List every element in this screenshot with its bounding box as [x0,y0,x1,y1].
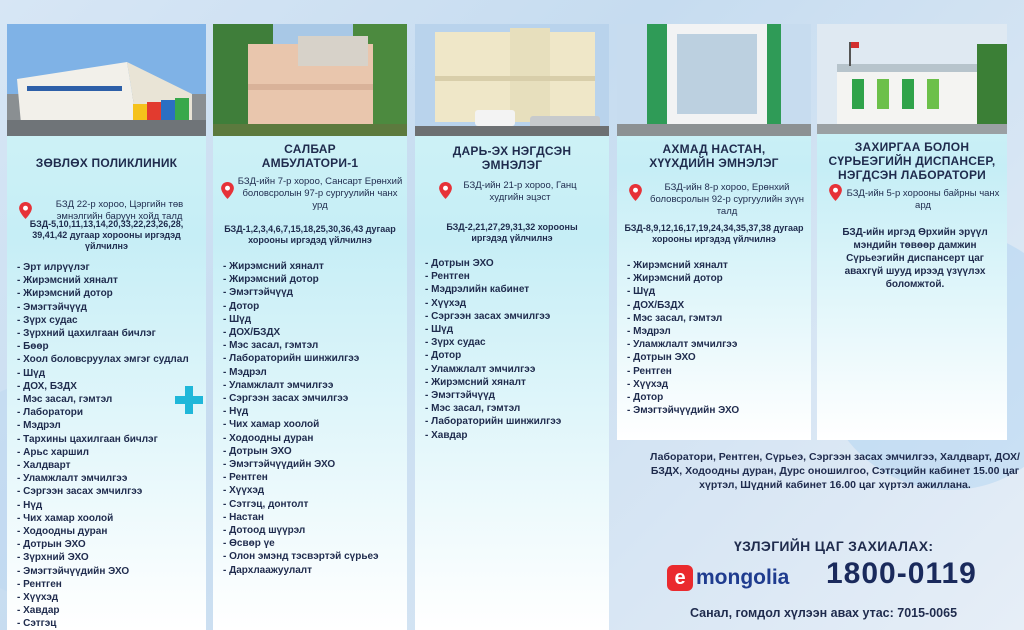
building-photo [7,24,206,136]
service-item: - Рентген [627,365,672,377]
plus-icon [175,386,203,414]
column-zovlokh-polyclinic [7,24,206,630]
service-zones: БЗД-5,10,11,13,14,20,33,22,23,26,28, 39,41,42 дугаар хорооны иргэдэд үйлчилнэ [29,219,184,251]
service-item: - Хүүхэд [627,378,669,390]
service-item: - Хүүхэд [425,297,467,309]
service-item: - Шүд [17,367,46,379]
service-item: - Дотор [223,300,260,312]
location-pin-icon [629,184,642,201]
service-item: - Жирэмсний дотор [17,288,113,300]
clinic-title: ЗАХИРГАА БОЛОН СҮРЬЕЭГИЙН ДИСПАНСЕР, НЭГДСЭН ЛАБОРАТОРИ [828,140,996,182]
service-item: - Лабораторийн шинжилгээ [223,353,360,365]
service-item: - ДОХ/БЗДХ [223,327,281,339]
service-item: - Чих хамар хоолой [17,512,114,524]
service-zones: БЗД-8,9,12,16,17,19,24,34,35,37,38 дугаар хорооны иргэдэд үйлчилнэ [624,223,804,244]
location-pin-icon [829,184,842,201]
service-item: - Эмэгтэйчүүдийн ЭХО [627,405,740,417]
service-item: - Жирэмсний хяналт [627,260,728,271]
service-list [425,257,605,442]
service-zones: БЗД-1,2,3,4,6,7,15,18,25,30,36,43 дугаар хорооны иргэдэд үйлчилнэ [224,224,396,245]
service-item: - ДОХ/БЗДХ [627,299,685,311]
service-item: - Хүүхэд [223,485,265,497]
service-item: - Арьс харшил [17,446,89,458]
complaint-phone: Санал, гомдол хүлээн авах утас: 7015-0065 [690,606,958,620]
clinic-title: АХМАД НАСТАН, ХҮҮХДИЙН ЭМНЭЛЭГ [649,142,779,170]
service-item: - Халдварт [17,460,71,472]
service-item: - Уламжлалт эмчилгээ [627,339,738,351]
emongolia-e-badge: e [667,565,693,591]
service-item: - Уламжлалт эмчилгээ [425,363,536,375]
service-item: - Хавдар [17,605,60,617]
service-item: - Зүрхний цахилгаан бичлэг [17,328,156,340]
service-item: - Өсвөр үе [223,538,275,550]
service-item: - Жирэмсний хяналт [17,275,118,287]
service-item: - Зүрх судас [17,314,78,326]
service-item: - Шүд [627,286,656,298]
service-item: - Эмэгтэйчүүд [17,301,88,313]
emongolia-logo [667,562,789,594]
column-ambulatory-1 [213,24,407,630]
service-item: - Шүд [223,313,252,325]
clinic-title: ДАРЬ-ЭХ НЭГДСЭН ЭМНЭЛЭГ [452,144,572,172]
service-item: - Мэс засал, гэмтэл [627,312,723,324]
clinic-title: ЗӨВЛӨХ ПОЛИКЛИНИК [35,156,178,170]
service-item: - ДОХ, БЗДХ [17,380,77,392]
service-item: - Нүд [17,499,43,511]
service-item: - Зүрх судас [425,337,486,349]
service-zones: БЗД-2,21,27,29,31,32 хорооны иргэдэд үйлчилнэ [446,222,578,243]
clinic-title: САЛБАР АМБУЛАТОРИ-1 [261,142,359,170]
service-item: - Эмэгтэйчүүд [223,287,294,299]
service-item: - Дотрын ЭХО [223,445,292,457]
service-item: - Уламжлалт эмчилгээ [17,473,128,485]
service-item: - Хавдар [425,429,468,441]
service-item: - Сэргээн засах эмчилгээ [17,486,143,498]
service-item: - Мэс засал, гэмтэл [17,394,113,406]
clinic-address: БЗД-ийн 8-р хороо, Ерөнхий боловсролын 92-р сургуулийн зүүн талд [650,182,804,217]
service-item: - Дархлаажуулалт [223,564,313,576]
column-dari-ekh-hospital [415,24,609,630]
emongolia-wordmark: mongolia [696,566,790,589]
location-pin-icon [221,182,234,199]
column-elderly-children-hospital [617,24,811,440]
building-photo [617,24,811,136]
service-item: - Лабораторийн шинжилгээ [425,416,562,428]
service-item: - Зүрхний ЭХО [17,552,89,564]
service-list [17,261,202,630]
service-item: - Олон эмэнд тэсвэртэй сүрьеэ [223,551,379,563]
hotline-number: 1800-0119 [826,557,977,590]
working-hours-info: Лаборатори, Рентген, Сүрьеэ, Сэргээн засах эмчилгээ, Халдварт, ДОХ/БЗДХ, Ходоодны дуран, Дурс оношилгоо, Сэтгэцийн кабинет 15.00 цаг хүртэл, Шүдний кабинет 16.00 цаг хүртэл ажиллана. [650,451,1020,491]
clinic-address: БЗД-ийн 7-р хороо, Сансарт Ерөнхий боловсролын 97-р сургуулийн чанх урд [237,176,403,211]
booking-title: ҮЗЛЭГИЙН ЦАГ ЗАХИАЛАХ: [734,538,934,554]
service-item: - Жирэмсний хяналт [223,261,324,272]
service-item: - Тархины цахилгаан бичлэг [17,433,158,445]
column-tb-dispensary [817,24,1007,440]
service-item: - Бөөр [17,341,49,353]
service-item: - Рентген [425,271,470,283]
service-item: - Дотрын ЭХО [17,539,86,551]
service-item: - Сэргээн засах эмчилгээ [425,310,551,322]
service-item: - Эмэгтэйчүүдийн ЭХО [17,565,130,577]
service-item: - Уламжлалт эмчилгээ [223,379,334,391]
clinic-address: БЗД-ийн 21-р хороо, Ганц худгийн эцэст [463,180,577,203]
service-list [223,260,403,577]
service-item: - Ходоодны дуран [223,432,314,444]
service-item: - Настан [223,511,264,523]
service-item: - Эрт илрүүлэг [17,262,90,273]
service-item: - Жирэмсний дотор [223,274,319,286]
clinic-address: БЗД 22-р хороо, Цэргийн төв эмнэлгийн баруун хойд талд [55,199,184,222]
service-item: - Ходоодны дуран [17,526,108,538]
service-item: - Хоол боловсруулах эмгэг судлал [17,354,189,366]
dispensary-note: БЗД-ийн иргэд Өрхийн эрүүл мэндийн төвөөр дамжин Сүрьеэгийн диспансерт цаг авахгүй шууд ирээд үзүүлэх боломжтой. [842,227,988,290]
service-item: - Дотор [627,392,664,404]
service-item: - Дотрын ЭХО [627,352,696,364]
service-list [627,259,807,417]
service-item: - Рентген [17,578,62,590]
service-item: - Шүд [425,324,454,336]
service-item: - Дотор [425,350,462,362]
service-item: - Чих хамар хоолой [223,419,320,431]
service-item: - Сэтгэц, донтолт [223,498,309,510]
building-photo [817,24,1007,134]
service-item: - Дотоод шүүрэл [223,525,306,537]
service-item: - Дотрын ЭХО [425,258,494,269]
service-item: - Эмэгтэйчүүдийн ЭХО [223,459,336,471]
service-item: - Эмэгтэйчүүд [425,390,496,402]
service-item: - Рентген [223,472,268,484]
service-item: - Жирэмсний дотор [627,273,723,285]
building-photo [415,24,609,136]
service-item: - Мэдрэлийн кабинет [425,284,530,296]
location-pin-icon [439,182,452,199]
service-item: - Сэтгэц [17,618,57,630]
building-photo [213,24,407,136]
service-item: - Лаборатори [17,407,84,419]
service-item: - Нүд [223,406,249,418]
service-item: - Сэргээн засах эмчилгээ [223,393,349,405]
location-pin-icon [19,202,32,219]
service-item: - Мэс засал, гэмтэл [223,340,319,352]
service-item: - Хүүхэд [17,592,59,604]
service-item: - Мэдрэл [627,326,671,338]
service-item: - Жирэмсний хяналт [425,376,526,388]
service-item: - Мэс засал, гэмтэл [425,403,521,415]
clinic-address: БЗД-ийн 5-р хорооны байрны чанх ард [846,188,1000,211]
service-item: - Мэдрэл [223,366,267,378]
service-item: - Мэдрэл [17,420,61,432]
